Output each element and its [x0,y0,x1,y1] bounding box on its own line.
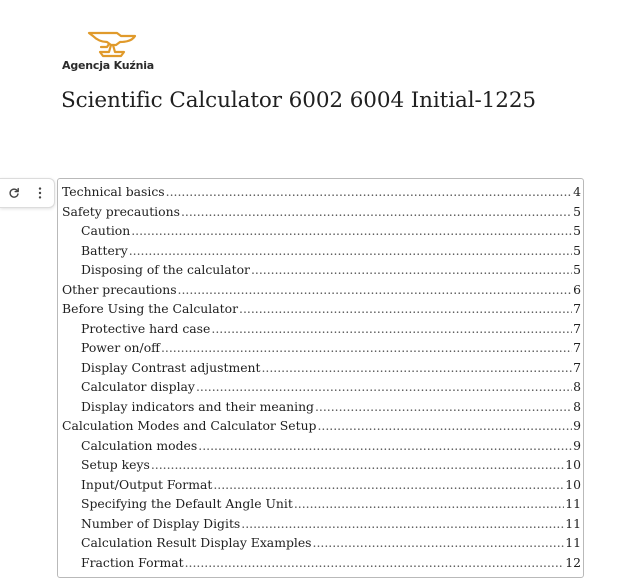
more-options-button[interactable] [33,186,47,200]
toc-entry-label: Number of Display Digits [81,515,241,531]
table-of-contents [57,178,584,578]
toc-entry-page-number: 7 [573,320,581,336]
toc-entry[interactable] [62,496,581,516]
toc-entry-label: Technical basics [62,184,165,199]
toc-entry[interactable] [62,282,581,302]
toc-leader-dots [239,301,572,316]
anvil-logo-icon [87,30,139,58]
toc-leader-dots [166,184,572,199]
toc-entry-label: Protective hard case [81,320,211,336]
toc-entry-page-number: 5 [573,262,581,277]
toc-entry[interactable] [62,301,581,321]
toc-entry[interactable] [62,243,581,263]
toc-leader-dots [261,360,572,375]
toc-entry[interactable] [62,555,581,575]
toc-entry[interactable] [62,321,581,341]
toc-entry[interactable] [62,262,581,282]
toc-entry[interactable] [62,399,581,419]
more-vertical-icon [38,187,42,199]
toc-entry-label: Other precautions [62,281,177,297]
toc-leader-dots [129,243,572,258]
toc-entry-label: Input/Output Format [81,476,213,492]
toc-entry-label: Before Using the Calculator [62,301,238,316]
toc-entry-page-number: 7 [573,359,581,375]
toc-leader-dots [213,477,564,492]
toc-entry[interactable] [62,438,581,458]
toc-entry[interactable] [62,379,581,399]
toc-entry-page-number: 8 [573,398,581,414]
document-title: Scientific Calculator 6002 6004 Initial-1225 [61,88,536,113]
toc-leader-dots [178,282,573,297]
toc-leader-dots [317,418,572,433]
toc-entry-page-number: 5 [573,242,581,258]
toc-entry-page-number: 7 [573,301,581,316]
toc-leader-dots [241,516,564,531]
brand-logo [62,30,162,72]
toc-entry-page-number: 7 [573,340,581,355]
toc-entry[interactable] [62,535,581,555]
toc-entry-page-number: 10 [565,476,581,492]
toc-entry-label: Battery [81,242,128,258]
toc-entry-page-number: 5 [573,223,581,238]
toc-entry-label: Calculator display [81,379,195,394]
toc-entry-label: Safety precautions [62,203,180,219]
toc-entry[interactable] [62,204,581,224]
toc-entry-page-number: 10 [565,457,581,472]
toc-entry-label: Setup keys [81,457,150,472]
toc-entry[interactable] [62,516,581,536]
toc-leader-dots [198,438,572,453]
toc-entry[interactable] [62,223,581,243]
toc-entry-page-number: 11 [565,496,581,511]
toc-leader-dots [313,535,565,550]
toc-entry[interactable] [62,418,581,438]
toc-entry-page-number: 5 [573,203,581,219]
toc-leader-dots [251,262,572,277]
refresh-button[interactable] [7,186,21,200]
floating-toolbar [0,178,55,208]
toc-leader-dots [315,399,572,414]
toc-entry-label: Power on/off [81,340,160,355]
toc-leader-dots [185,555,565,570]
refresh-icon [8,187,20,199]
toc-leader-dots [151,457,564,472]
toc-entry-label: Caution [81,223,131,238]
toc-entry-label: Fraction Format [81,554,184,570]
toc-entry-page-number: 12 [565,554,581,570]
toc-entry[interactable] [62,360,581,380]
toc-leader-dots [211,321,572,336]
toc-entry[interactable] [62,184,581,204]
toc-entry-page-number: 9 [573,437,581,453]
brand-name: Agencja Kuźnia [62,59,155,72]
toc-entry-page-number: 11 [565,535,581,550]
toc-entry-label: Calculation Result Display Examples [81,535,312,550]
toc-leader-dots [181,204,572,219]
toc-leader-dots [131,223,572,238]
toc-leader-dots [196,379,572,394]
toc-entry-label: Calculation Modes and Calculator Setup [62,418,317,433]
toc-entry-page-number: 11 [565,515,581,531]
toc-entry-label: Specifying the Default Angle Unit [81,496,293,511]
toc-entry-label: Calculation modes [81,437,198,453]
toc-entry-label: Display Contrast adjustment [81,359,261,375]
toc-entry-page-number: 9 [573,418,581,433]
toc-entry[interactable] [62,340,581,360]
toc-entry-label: Display indicators and their meaning [81,398,314,414]
toc-leader-dots [294,496,564,511]
toc-leader-dots [161,340,572,355]
toc-entry[interactable] [62,457,581,477]
toc-entry-page-number: 8 [573,379,581,394]
toc-entry-page-number: 6 [573,281,581,297]
toc-entry[interactable] [62,477,581,497]
toc-entry-page-number: 4 [573,184,581,199]
toc-entry-label: Disposing of the calculator [81,262,250,277]
